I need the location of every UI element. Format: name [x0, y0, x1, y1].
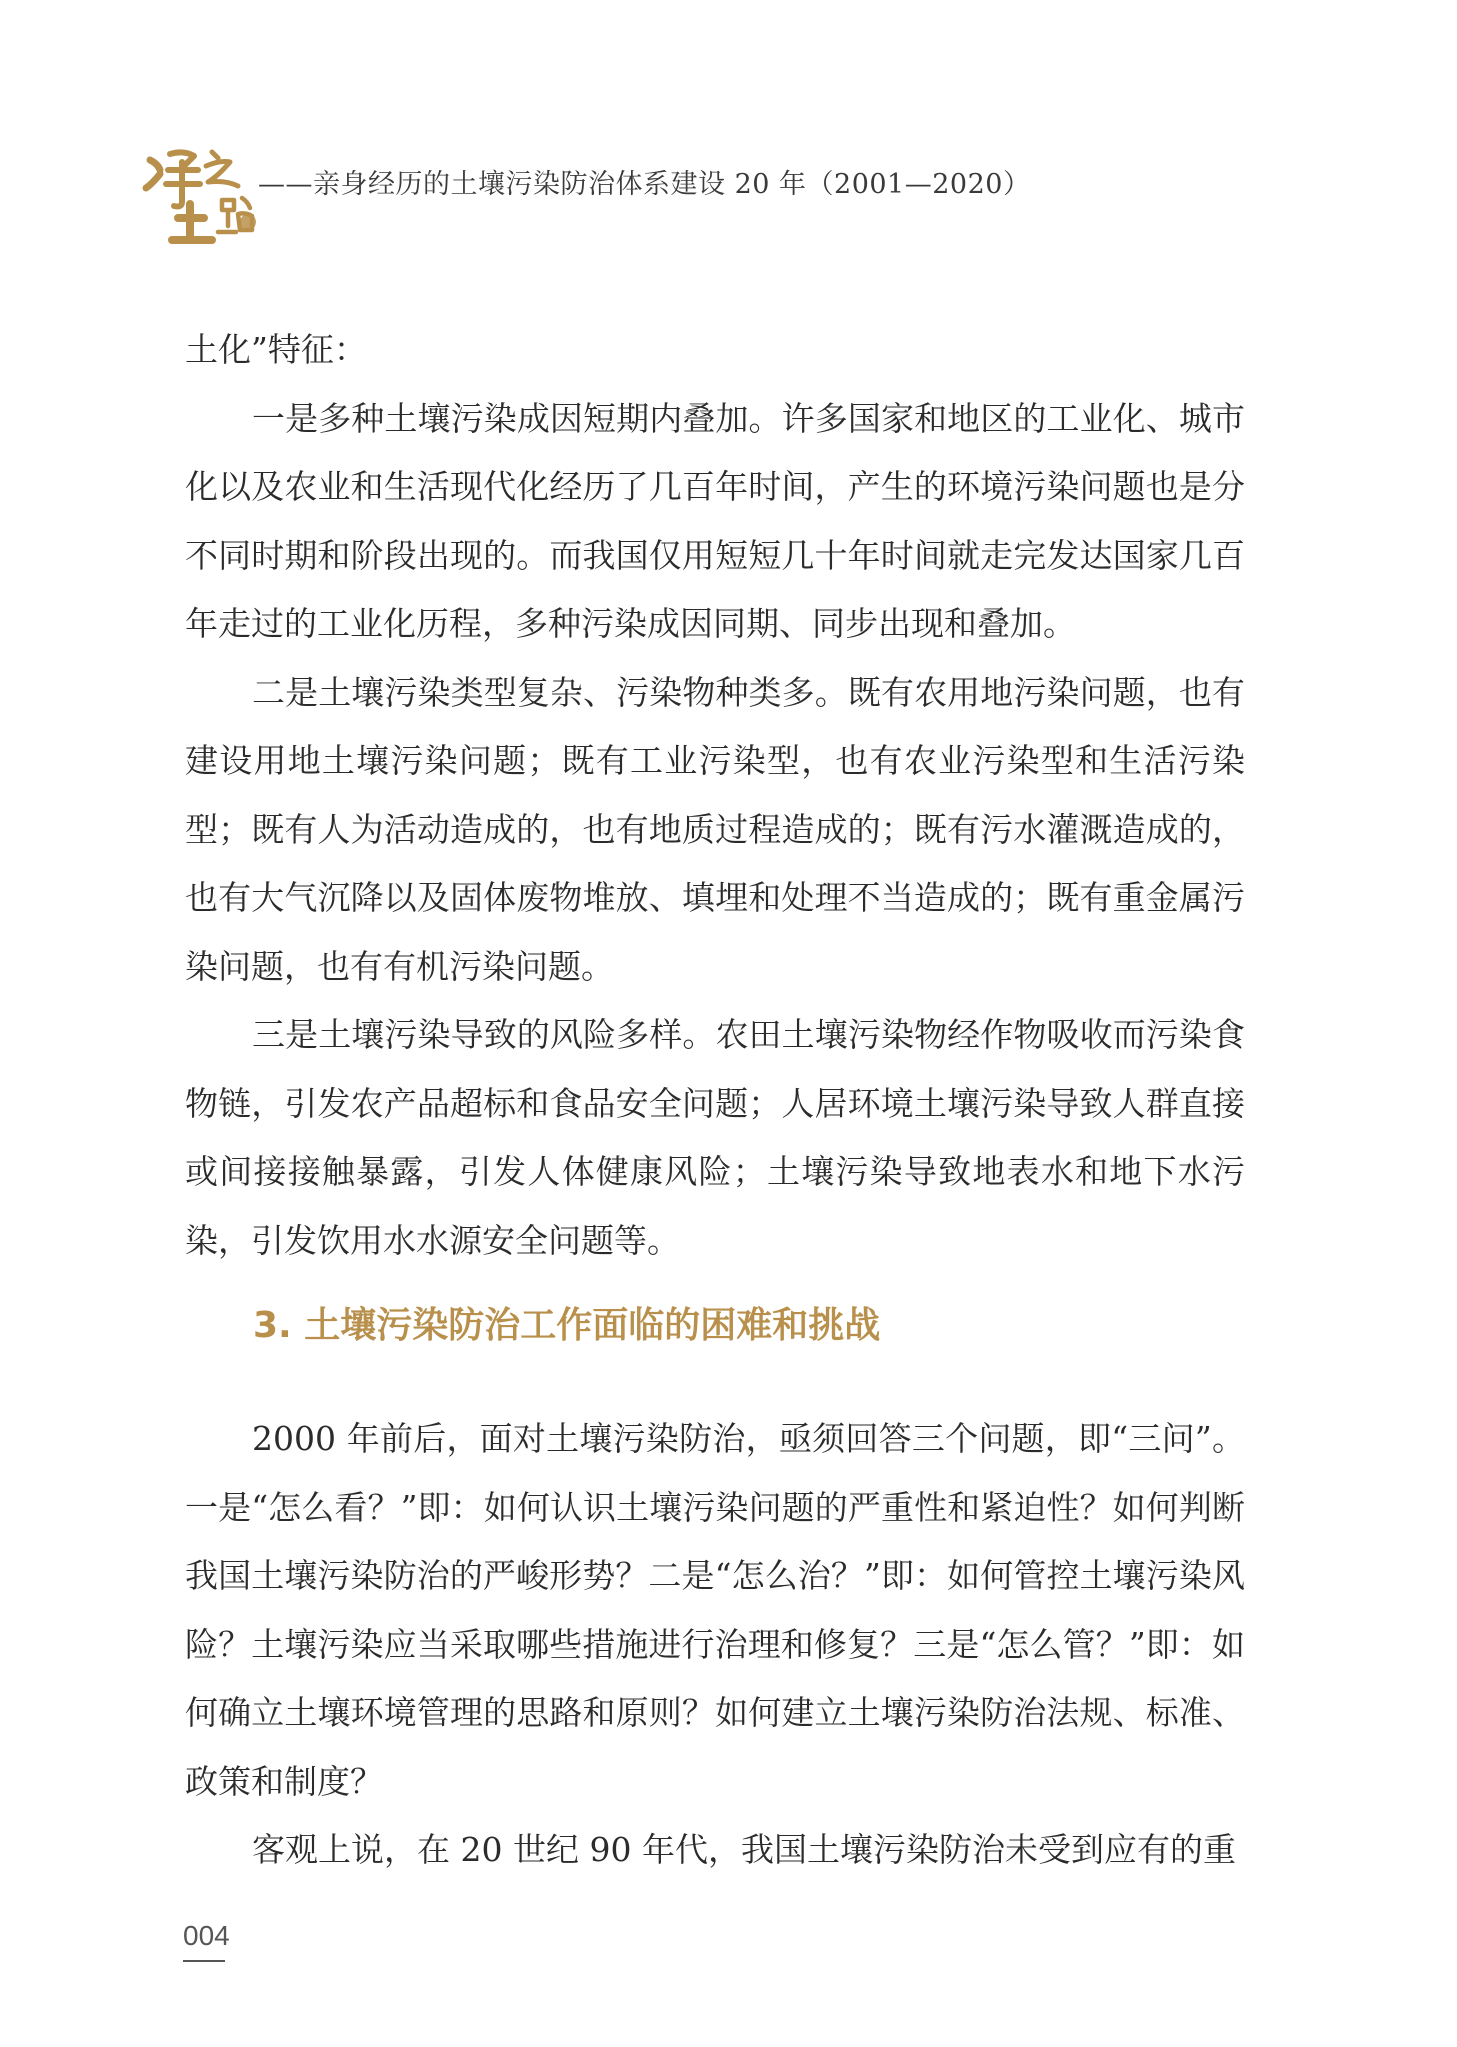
- page-number: 004: [183, 1920, 230, 1951]
- paragraph-point-two: 二是土壤污染类型复杂、污染物种类多。既有农用地污染问题，也有建设用地土壤污染问题；既有工业污染型，也有农业污染型和生活污染型；既有人为活动造成的，也有地质过程造成的；既有污水灌溉造成的，也有大气沉降以及固体废物堆放、填埋和处理不当造成的；既有重金属污染问题，也有有机污染问题。: [185, 672, 1245, 986]
- running-header: [138, 140, 1238, 250]
- body-text-bottom: [185, 1405, 1245, 1885]
- book-logo-calligraphy: [138, 140, 258, 250]
- section-heading: 3. 土壤污染防治工作面临的困难和挑战: [253, 1305, 881, 1346]
- paragraph-three-questions: 2000 年前后，面对土壤污染防治，亟须回答三个问题，即“三问”。一是“怎么看？”即：如何认识土壤污染问题的严重性和紧迫性？如何判断我国土壤污染防治的严峻形势？二是“怎么治？”即：如何管控土壤污染风险？土壤污染应当采取哪些措施进行治理和修复？三是“怎么管？”即：如何确立土壤环境管理的思路和原则？如何建立土壤污染防治法规、标准、政策和制度？: [185, 1419, 1245, 1801]
- paragraph-point-three: 三是土壤污染导致的风险多样。农田土壤污染物经作物吸收而污染食物链，引发农产品超标和食品安全问题；人居环境土壤污染导致人群直接或间接接触暴露，引发人体健康风险；土壤污染导致地表水和地下水污染，引发饮用水水源安全问题等。: [185, 1015, 1245, 1260]
- page-number-underline: [183, 1960, 225, 1962]
- paragraph-continued: 土化”特征：: [185, 330, 367, 369]
- body-text-top: [185, 316, 1245, 1275]
- paragraph-objectively: 客观上说，在 20 世纪 90 年代，我国土壤污染防治未受到应有的重: [252, 1830, 1236, 1869]
- book-subtitle: ——亲身经历的土壤污染防治体系建设 20 年（2001—2020）: [258, 169, 1031, 200]
- paragraph-point-one: 一是多种土壤污染成因短期内叠加。许多国家和地区的工业化、城市化以及农业和生活现代化经历了几百年时间，产生的环境污染问题也是分不同时期和阶段出现的。而我国仅用短短几十年时间就走完发达国家几百年走过的工业化历程，多种污染成因同期、同步出现和叠加。: [185, 398, 1245, 643]
